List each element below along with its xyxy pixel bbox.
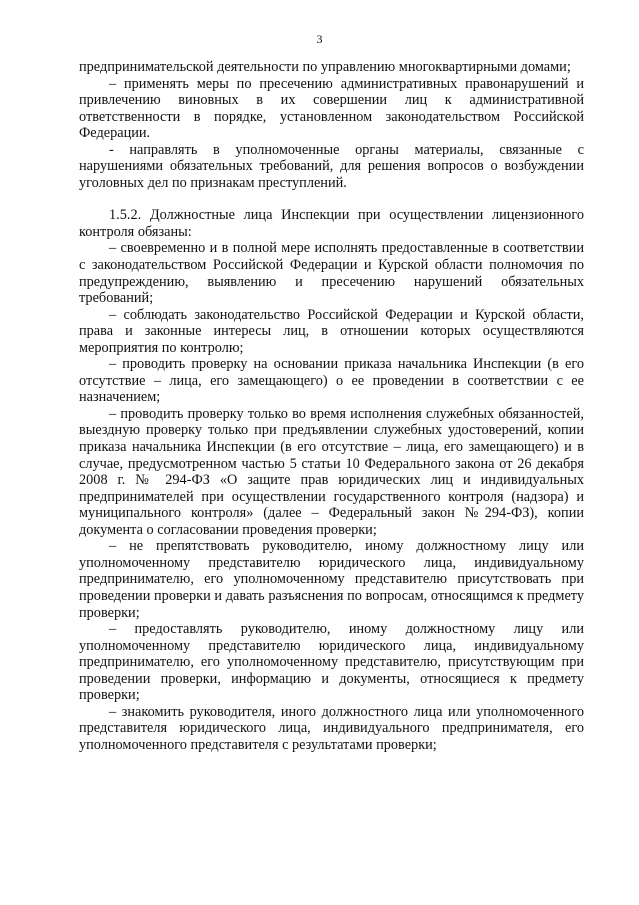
paragraph-duty-order: – проводить проверку на основании приказа начальника Инспекции (в его отсутствие – лица, его замещающего) о ее проведении в соответствии с ее назначением; (79, 356, 584, 406)
section-heading-1-5-2: 1.5.2. Должностные лица Инспекции при осуществлении лицензионного контроля обязаны: (79, 207, 584, 240)
paragraph-duty-acquaint: – знакомить руководителя, иного должностного лица или уполномоченного представителя юридического лица, индивидуального предпринимателя, его уполномоченного представителя с результатами проверки; (79, 703, 584, 753)
paragraph-apply-measures: – применять меры по пресечению административных правонарушений и привлечению виновных в их совершении лиц к административной ответственности в порядке, установленном законодательством Российской Федерации. (79, 75, 584, 142)
document-body (79, 59, 584, 753)
paragraph-duty-timely: – своевременно и в полной мере исполнять предоставленные в соответствии с законодательством Российской Федерации и Курской области полномочия по предупреждению, выявлению и пресечению нарушений обязательных требований; (79, 240, 584, 307)
paragraph-duty-comply: – соблюдать законодательство Российской Федерации и Курской области, права и законные интересы лиц, в отношении которых осуществляются мероприятия по контролю; (79, 306, 584, 356)
paragraph-duty-provide-info: – предоставлять руководителю, иному должностному лицу или уполномоченному представителю юридического лица, индивидуальному предпринимателю, его уполномоченному представителю, присутствующим при проведении проверки, информацию и документы, относящиеся к предмету проверки; (79, 621, 584, 704)
paragraph-duty-not-obstruct: – не препятствовать руководителю, иному должностному лицу или уполномоченному представителю юридического лица, индивидуальному предпринимателю, его уполномоченному представителю присутствовать при проведении проверки и давать разъяснения по вопросам, относящимся к предмету проверки; (79, 538, 584, 621)
paragraph-continuation: предпринимательской деятельности по управлению многоквартирными домами; (79, 59, 571, 75)
page-number: 3 (316, 32, 323, 46)
paragraph-send-materials: - направлять в уполномоченные органы материалы, связанные с нарушениями обязательных требований, для решения вопросов о возбуждении уголовных дел по признакам преступлений. (79, 141, 584, 191)
paragraph-duty-official-time: – проводить проверку только во время исполнения служебных обязанностей, выездную проверку только при предъявлении служебных удостоверений, копии приказа начальника Инспекции (в его отсутствие – лица, его замещающего) и в случае, предусмотренном частью 5 статьи 10 Федерального закона от 26 декабря 2008 г. № 294-ФЗ «О защите прав юридических лиц и индивидуальных предпринимателей при осуществлении государственного контроля (надзора) и муниципального контроля» (далее – Федеральный закон №294-ФЗ), копии документа о согласовании проведения проверки; (79, 405, 584, 538)
